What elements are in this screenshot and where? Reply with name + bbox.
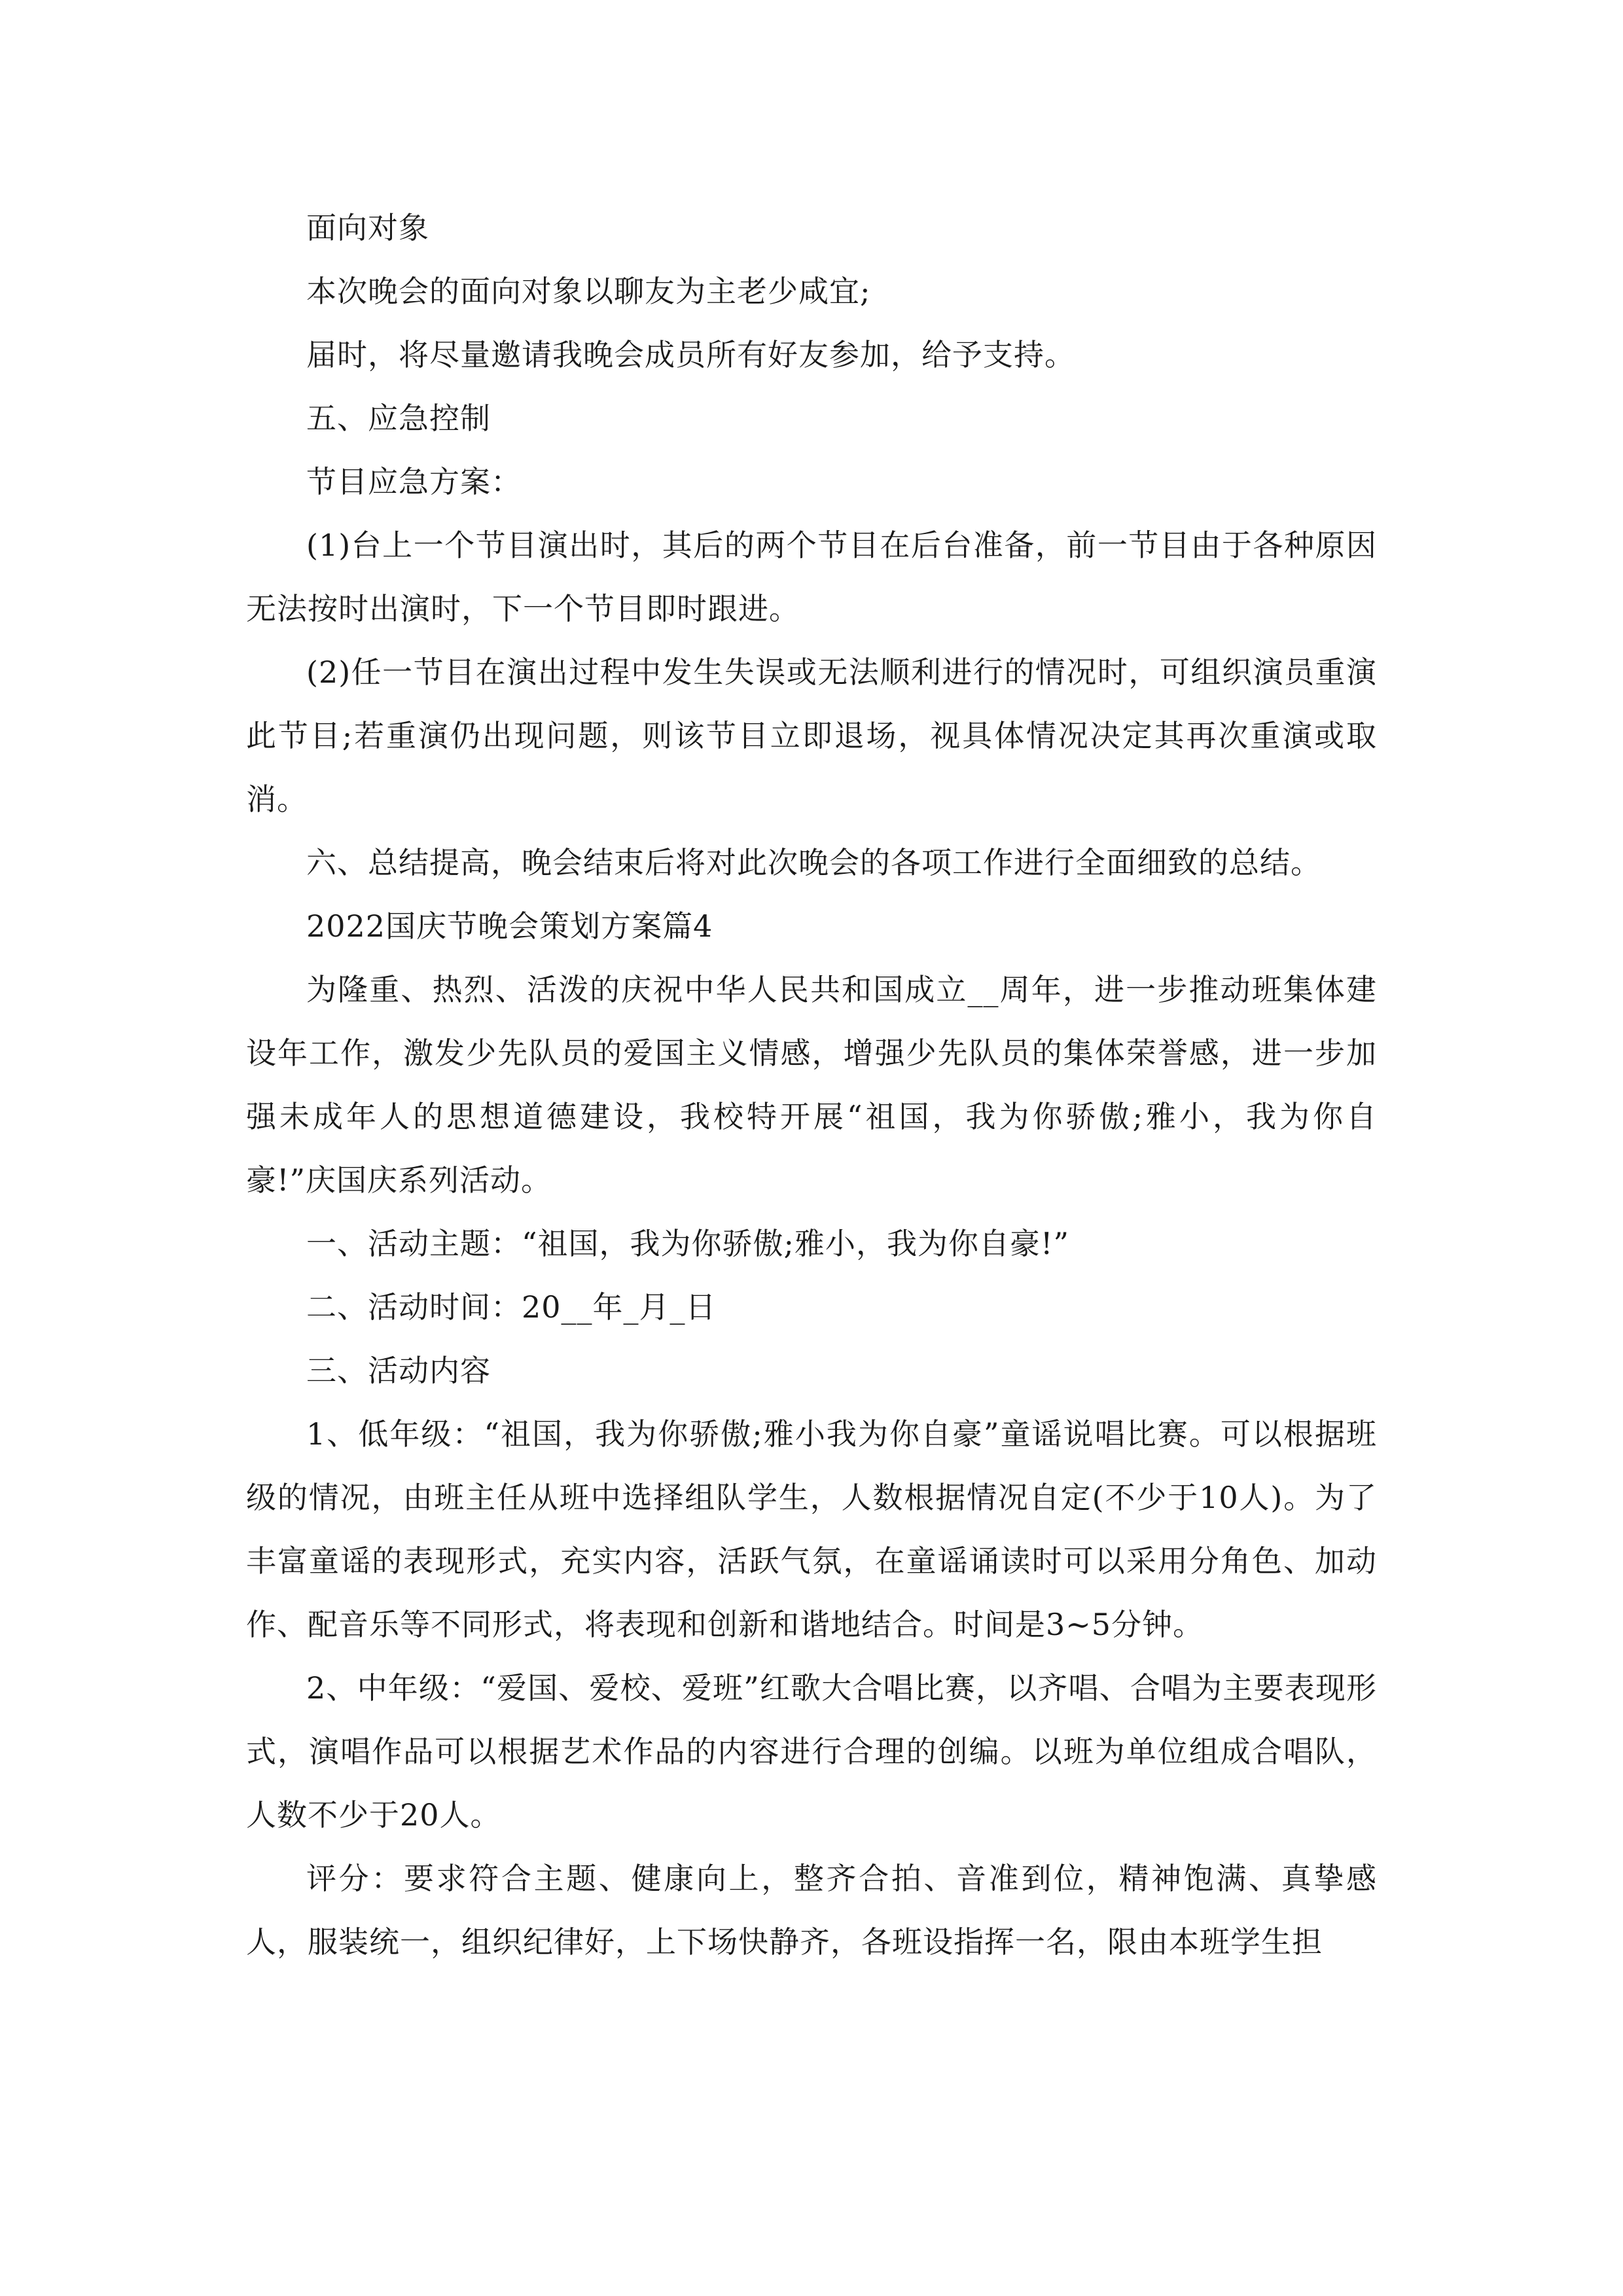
paragraph: 2、中年级：“爱国、爱校、爱班”红歌大合唱比赛，以齐唱、合唱为主要表现形式，演唱作品可以根据艺术作品的内容进行合理的创编。以班为单位组成合唱队，人数不少于20人。	[246, 1670, 1377, 1833]
paragraph: 1、低年级：“祖国，我为你骄傲;雅小我为你自豪”童谣说唱比赛。可以根据班级的情况，由班主任从班中选择组队学生，人数根据情况自定(不少于10人)。为了丰富童谣的表现形式，充实内容，活跃气氛，在童谣诵读时可以采用分角色、加动作、配音乐等不同形式，将表现和创新和谐地结合。时间是3~5分钟。	[246, 1416, 1377, 1642]
paragraph: 面向对象	[306, 210, 429, 245]
paragraph: (1)台上一个节目演出时，其后的两个节目在后台准备，前一节目由于各种原因无法按时出演时，下一个节目即时跟进。	[246, 528, 1377, 626]
document-body	[246, 196, 1377, 1974]
paragraph: 届时，将尽量邀请我晚会成员所有好友参加，给予支持。	[306, 337, 1075, 372]
section-heading: 一、活动主题：“祖国，我为你骄傲;雅小，我为你自豪!”	[306, 1226, 1070, 1261]
section-heading: 二、活动时间：20__年_月_日	[306, 1289, 717, 1325]
paragraph: 本次晚会的面向对象以聊友为主老少咸宜;	[306, 274, 871, 309]
section-heading: 五、应急控制	[306, 401, 491, 436]
paragraph: (2)任一节目在演出过程中发生失误或无法顺利进行的情况时，可组织演员重演此节目;若重演仍出现问题，则该节目立即退场，视具体情况决定其再次重演或取消。	[246, 655, 1377, 817]
section-heading: 六、总结提高，晚会结束后将对此次晚会的各项工作进行全面细致的总结。	[306, 845, 1321, 880]
section-heading: 三、活动内容	[306, 1353, 491, 1388]
paragraph: 为隆重、热烈、活泼的庆祝中华人民共和国成立__周年，进一步推动班集体建设年工作，激发少先队员的爱国主义情感，增强少先队员的集体荣誉感，进一步加强未成年人的思想道德建设，我校特开展“祖国，我为你骄傲;雅小，我为你自豪!”庆国庆系列活动。	[246, 972, 1377, 1198]
paragraph: 评分：要求符合主题、健康向上，整齐合拍、音准到位，精神饱满、真挚感人，服装统一，组织纪律好，上下场快静齐，各班设指挥一名，限由本班学生担	[246, 1861, 1377, 1960]
article-title: 2022国庆节晚会策划方案篇4	[306, 908, 713, 944]
paragraph: 节目应急方案：	[306, 464, 522, 499]
